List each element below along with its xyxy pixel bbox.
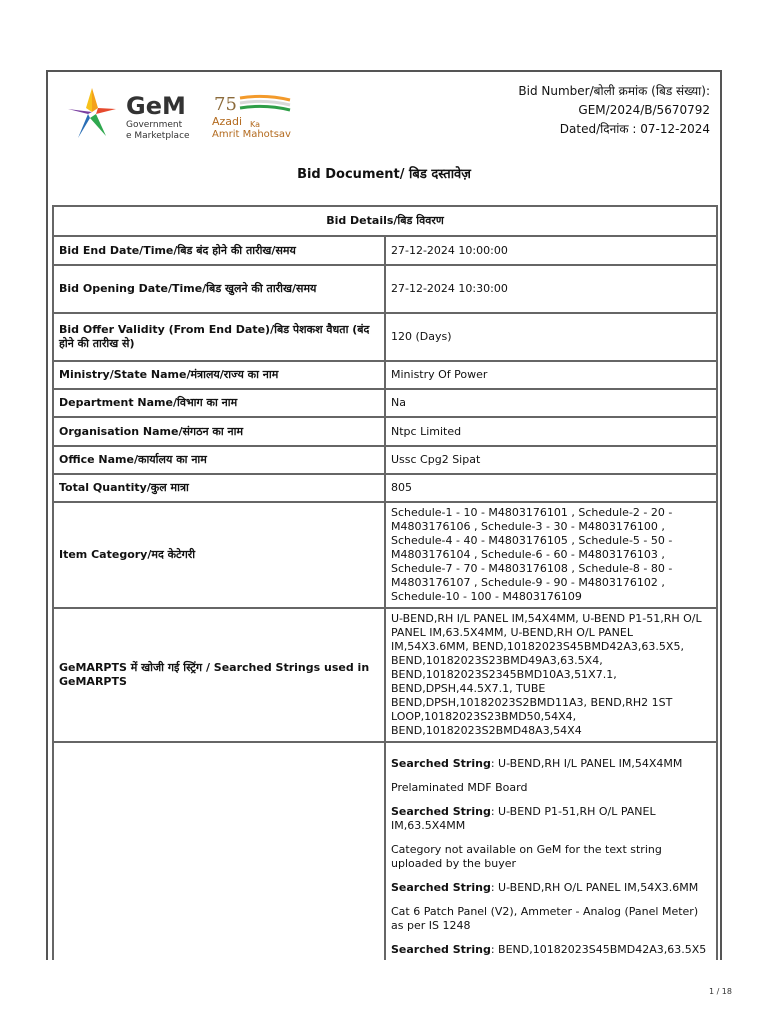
row-label: Bid Opening Date/Time/बिड खुलने की तारीख/समय	[53, 265, 385, 313]
row-label: Ministry/State Name/मंत्रालय/राज्य का नाम	[53, 361, 385, 389]
svg-text:Government: Government	[126, 120, 183, 130]
table-row	[53, 502, 717, 608]
row-label: Office Name/कार्यालय का नाम	[53, 446, 385, 474]
row-label: Total Quantity/कुल मात्रा	[53, 474, 385, 502]
document-frame	[46, 70, 722, 960]
searched-string	[391, 881, 711, 895]
searched-result: Cat 6 Patch Panel (V2), Ammeter - Analog (Panel Meter) as per IS 1248	[391, 905, 699, 932]
searched-string-label: Searched String	[391, 805, 491, 818]
gem-star-icon	[66, 86, 118, 140]
row-value: 805	[385, 474, 717, 502]
searched-string-value: : U-BEND,RH I/L PANEL IM,54X4MM	[490, 757, 683, 770]
bid-meta	[518, 82, 710, 139]
table-row	[53, 608, 717, 742]
searched-result: Category not available on GeM for the text string uploaded by the buyer	[391, 843, 662, 870]
svg-text:GeM: GeM	[126, 92, 186, 120]
row-label: Organisation Name/संगठन का नाम	[53, 417, 385, 446]
table-row	[53, 417, 717, 446]
dated-label: Dated/दिनांक : 07-12-2024	[559, 122, 710, 136]
table-header-row	[53, 206, 717, 236]
row-value: Ministry Of Power	[385, 361, 717, 389]
azadi-ka-amrit-mahotsav-logo	[210, 92, 302, 142]
row-value: Ussc Cpg2 Sipat	[385, 446, 717, 474]
searched-string-value: : BEND,10182023S45BMD42A3,63.5X5	[490, 943, 707, 956]
svg-text:Ka: Ka	[250, 120, 261, 129]
row-label: GeMARPTS में खोजी गई स्ट्रिंग / Searched Strings used in GeMARPTS	[53, 608, 385, 742]
table-row	[53, 446, 717, 474]
searched-string	[391, 805, 711, 833]
table-row	[53, 389, 717, 417]
table-row	[53, 313, 717, 361]
bid-details-table	[52, 205, 718, 960]
searched-string	[391, 757, 711, 771]
searched-string-label: Searched String	[391, 943, 491, 956]
tricolor-flag-icon	[240, 96, 290, 110]
svg-text:Amrit Mahotsav: Amrit Mahotsav	[212, 129, 291, 140]
svg-text:75: 75	[214, 94, 237, 115]
row-value: Schedule-1 - 10 - M4803176101 , Schedule-2 - 20 - M4803176106 , Schedule-3 - 30 - M4803176100 , Schedule-4 - 40 - M4803176105 , Schedule-5 - 50 - M4803176104 , Schedule-6 - 60 - M4803176103 , Schedule-7 - 70 - M4803176108 , Schedule-8 - 80 - M4803176107 , Schedule-9 - 90 - M4803176102 , Schedule-10 - 100 - M4803176109	[385, 502, 717, 608]
row-value: 120 (Days)	[385, 313, 717, 361]
searched-strings-cell	[385, 742, 717, 960]
searched-result: Prelaminated MDF Board	[391, 781, 528, 794]
searched-string-label: Searched String	[391, 881, 491, 894]
bid-details-heading: Bid Details/बिड विवरण	[53, 206, 717, 236]
svg-text:e Marketplace: e Marketplace	[126, 131, 190, 141]
page-number: 1 / 18	[708, 987, 732, 996]
row-label: Department Name/विभाग का नाम	[53, 389, 385, 417]
row-label: Bid End Date/Time/बिड बंद होने की तारीख/समय	[53, 236, 385, 265]
row-label-empty	[53, 742, 385, 960]
row-value: 27-12-2024 10:00:00	[385, 236, 717, 265]
row-value: Na	[385, 389, 717, 417]
table-row	[53, 236, 717, 265]
gem-logo	[66, 84, 216, 144]
svg-text:Azadi: Azadi	[212, 115, 243, 128]
row-label: Bid Offer Validity (From End Date)/बिड पेशकश वैधता (बंद होने की तारीख से)	[53, 313, 385, 361]
table-row	[53, 265, 717, 313]
searched-string-label: Searched String	[391, 757, 491, 770]
row-value: Ntpc Limited	[385, 417, 717, 446]
document-title: Bid Document/ बिड दस्तावेज़	[297, 167, 471, 182]
bid-number-value: GEM/2024/B/5670792	[578, 103, 710, 117]
table-row	[53, 742, 717, 960]
searched-string-value: : U-BEND,RH O/L PANEL IM,54X3.6MM	[490, 881, 699, 894]
row-value: 27-12-2024 10:30:00	[385, 265, 717, 313]
table-row	[53, 474, 717, 502]
row-label: Item Category/मद केटेगरी	[53, 502, 385, 608]
searched-string	[391, 943, 711, 957]
table-row	[53, 361, 717, 389]
bid-number-label: Bid Number/बोली क्रमांक (बिड संख्या):	[518, 84, 710, 98]
searched-string-value: : U-BEND P1-51,RH O/L PANEL IM,63.5X4MM	[391, 805, 656, 832]
row-value: U-BEND,RH I/L PANEL IM,54X4MM, U-BEND P1-51,RH O/L PANEL IM,63.5X4MM, U-BEND,RH O/L PANEL IM,54X3.6MM, BEND,10182023S45BMD42A3,63.5X5, BEND,10182023S23BMD49A3,63.5X4, BEND,10182023S2345BMD10A3,51X7.1, BEND,DPSH,44.5X7.1, TUBE BEND,DPSH,10182023S2BMD11A3, BEND,RH2 1ST LOOP,10182023S23BMD50,54X4, BEND,10182023S2BMD48A3,54X4	[385, 608, 717, 742]
